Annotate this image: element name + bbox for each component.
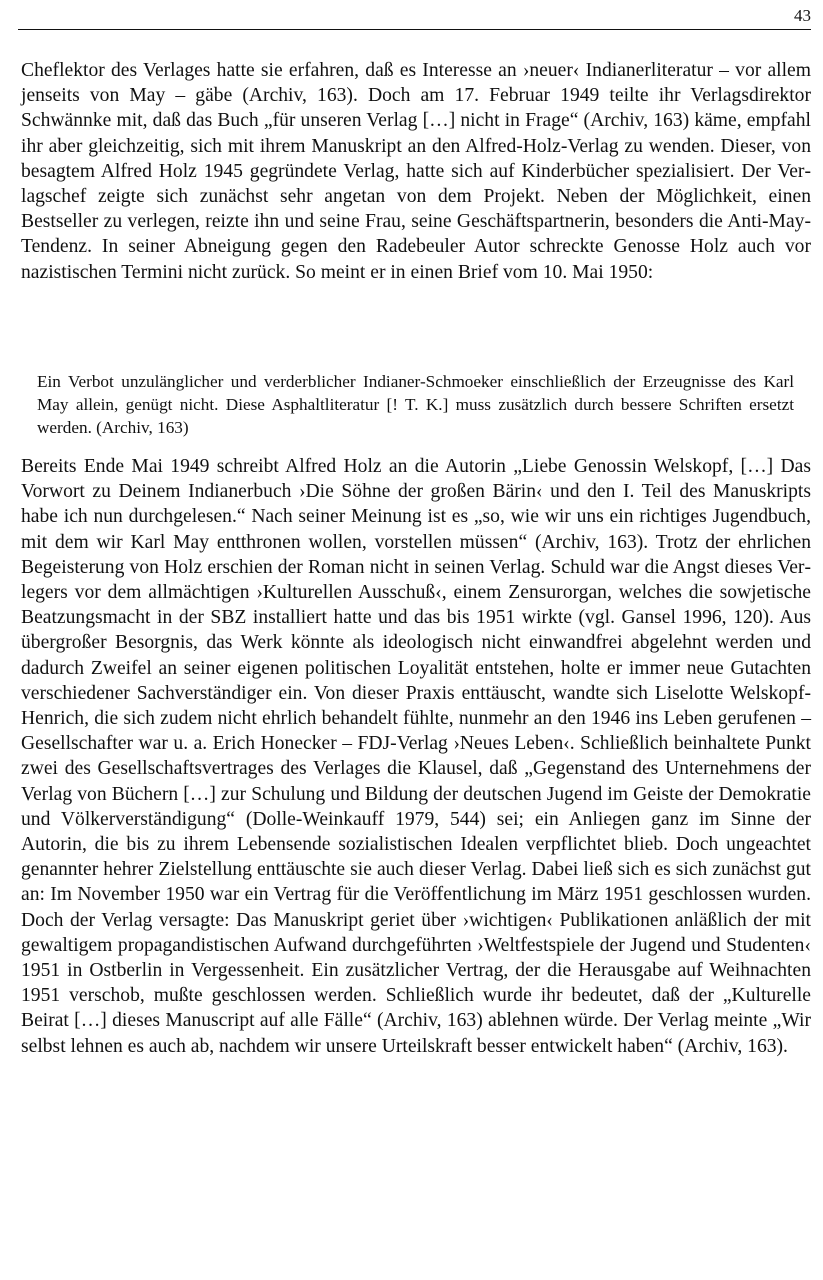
paragraph-2: Bereits Ende Mai 1949 schreibt Alfred Holz an die Autorin „Liebe Genossin Welskopf, […] Das Vorwort zu Deinem Indianerbuch ›Die Söhne der großen Bärin‹ und den I. Teil des Manuskripts habe ich nun durchgelesen.“ Nach seiner Meinung ist es „so, wie wir uns ein richtiges Jugendbuch, mit dem wir Karl May entthronen wollen, vorstellen müssen“ (Archiv, 163). Trotz der ehrlichen Begeisterung von Holz erschien der Roman nicht in seinen Verlag. Schuld war die Angst dieses Verlegers vor dem allmächtigen ›Kulturellen Ausschuß‹, einem Zensurorgan, welches die sowjetische Beatzungsmacht in der SBZ installiert hatte und das bis 1951 wirkte (vgl. Gansel 1996, 120). Aus übergroßer Besorgnis, das Werk könnte als ideologisch nicht einwandfrei abgelehnt werden und dadurch Zweifel an seiner eigenen politischen Loyalität entstehen, holte er immer neue Gutachten verschiedener Sachverständiger ein. Von dieser Praxis enttäuscht, wandte sich Liselotte Welskopf-Henrich, die sich zudem nicht ehrlich behandelt fühlte, nunmehr an den 1946 ins Leben gerufenen – Gesellschafter war u. a. Erich Honecker – FDJ-Verlag ›Neues Leben‹. Schließlich beinhaltete Punkt zwei des Gesellschaftsvertrages des Verlages die Klausel, daß „Gegenstand des Unternehmens der Verlag von Büchern […] zur Schulung und Bildung der deutschen Jugend im Geiste der Demokratie und Völkerverständigung“ (Dolle-Weinkauff 1979, 544) sei; ein Anliegen ganz im Sinne der Autorin, die bis zu ihrem Lebensende sozialistischen Idealen verpflichtet blieb. Doch ungeachtet genannter hehrer Zielstellung enttäuschte sie auch dieser Verlag. Dabei ließ sich es sich zunächst gut an: Im November 1950 war ein Vertrag für die Veröffentlichung im März 1951 geschlossen wurden. Doch der Verlag versagte: Das Manuskript geriet über ›wichtigen‹ Publikationen anläßlich der mit gewaltigem propagandistischen Aufwand durchgeführten ›Weltfestspiele der Jugend und Studenten‹ 1951 in Ostberlin in Vergessenheit. Ein zusätzlicher Vertrag, der die Herausgabe auf Weihnachten 1951 verschob, mußte geschlossen werden. Schließlich wurde ihr bedeutet, daß der „Kulturelle Beirat […] dieses Manuscript auf alle Fälle“ (Archiv, 163) ablehnen würde. Der Verlag meinte „Wir selbst lehnen es auch ab, nachdem wir unsere Urteilskraft besser entwickelt haben“ (Archiv, 163). — [21, 456, 811, 1057]
page-number: 43 — [794, 6, 811, 25]
paragraph-1: Cheflektor des Verlages hatte sie erfahren, daß es Interesse an ›neuer‹ Indianerliteratur – vor allem jenseits von May – gäbe (Archiv, 163). Doch am 17. Februar 1949 teilte ihr Verlagsdirektor Schwännke mit, daß das Buch „für unseren Verlag […] nicht in Frage“ (Archiv, 163) käme, empfahl ihr aber gleichzeitig, sich mit ihrem Manuskript an den Alfred-Holz-Verlag zu wenden. Dieser, von besagtem Alfred Holz 1945 gegründete Verlag, hatte sich auf Kinderbücher spezialisiert. Der Verlagschef zeigte sich zunächst sehr angetan von dem Projekt. Neben der Möglichkeit, einen Bestseller zu verlegen, reizte ihn und seine Frau, seine Geschäftspartnerin, besonders die Anti-May-Tendenz. In seiner Abneigung gegen den Radebeuler Autor schreckte Genosse Holz auch vor nazistischen Termini nicht zurück. So meint er in einen Brief vom 10. Mai 1950: — [21, 60, 811, 283]
header-rule — [18, 29, 811, 30]
block-quote: Ein Verbot unzulänglicher und verderblicher Indianer-Schmoeker einschließlich der Erzeugnisse des Karl May allein, genügt nicht. Diese Asphaltliteratur [! T. K.] muss zusätzlich durch bessere Schriften ersetzt werden. (Archiv, 163) — [37, 372, 794, 437]
